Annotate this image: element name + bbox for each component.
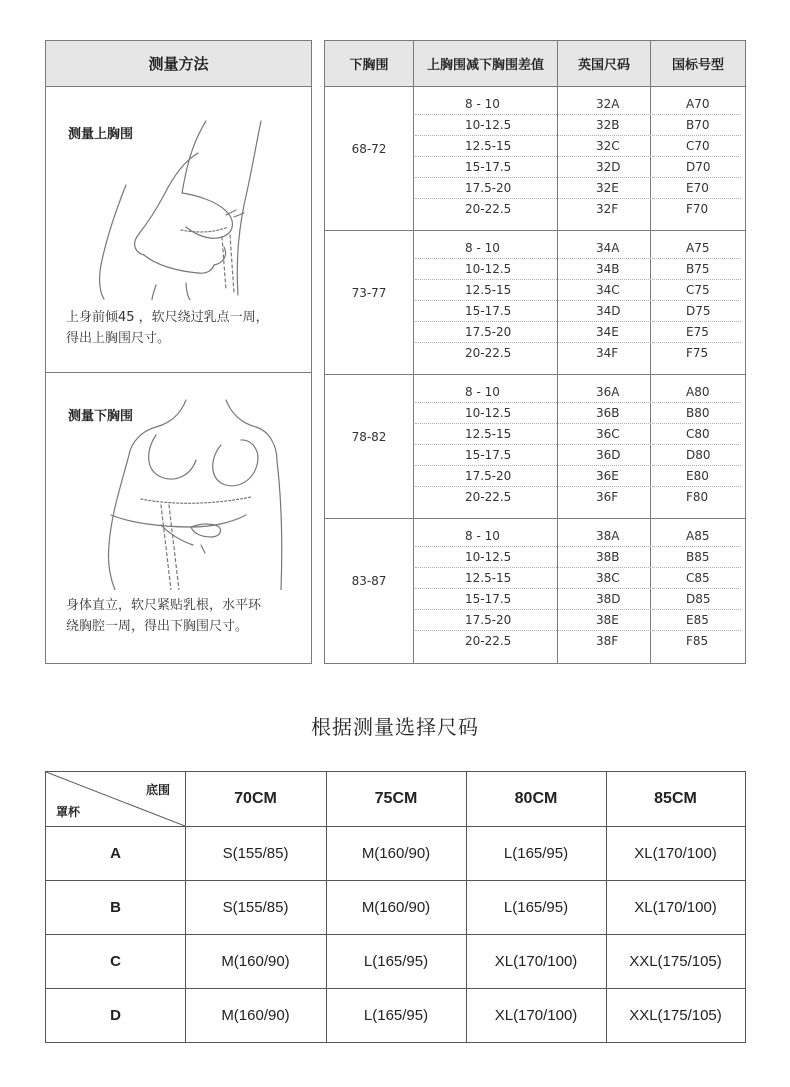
cn-size-value: C75 [686, 283, 710, 297]
cn-size-value: B75 [686, 262, 710, 276]
uk-size-value: 34A [596, 241, 620, 255]
cn-size-value: F80 [686, 490, 709, 504]
cn-size-value: C80 [686, 427, 710, 441]
under-bust-title: 测量下胸围 [68, 409, 134, 424]
difference-value: 8 - 10 [465, 241, 500, 255]
difference-value: 12.5-15 [465, 427, 512, 441]
size-cell: XL(170/100) [494, 1006, 578, 1024]
size-row [413, 136, 745, 157]
size-row [413, 466, 745, 487]
size-row [413, 115, 745, 136]
header-underbust: 下胸围 [325, 41, 413, 87]
cn-size-value: A75 [686, 241, 710, 255]
difference-value: 20-22.5 [465, 634, 512, 648]
cn-size-value: E75 [686, 325, 709, 339]
cn-size-value: D75 [686, 304, 711, 318]
underbust-range: 78-82 [351, 430, 387, 444]
cn-size-value: D85 [686, 592, 711, 606]
cn-size-value: E70 [686, 181, 709, 195]
size-cell: M(160/90) [361, 844, 431, 862]
uk-size-value: 38F [596, 634, 619, 648]
size-cell: L(165/95) [503, 844, 569, 862]
header-uk-size: 英国尺码 [558, 41, 650, 87]
difference-value: 8 - 10 [465, 529, 500, 543]
size-row [413, 301, 745, 322]
upper-bust-desc-line2: 得出上胸围尺寸。 [66, 331, 171, 346]
difference-value: 8 - 10 [465, 385, 500, 399]
uk-size-value: 34F [596, 346, 619, 360]
cn-size-value: E85 [686, 613, 709, 627]
uk-size-value: 32C [596, 139, 620, 153]
difference-value: 17.5-20 [465, 469, 512, 483]
difference-value: 20-22.5 [465, 490, 512, 504]
under-bust-illustration [101, 395, 291, 590]
upper-bust-title: 测量上胸围 [68, 127, 134, 142]
size-row [413, 178, 745, 199]
difference-value: 15-17.5 [465, 160, 512, 174]
size-row [413, 547, 745, 568]
uk-size-value: 36B [596, 406, 620, 420]
cn-size-value: C85 [686, 571, 710, 585]
under-bust-desc-line2: 绕胸腔一周，得出下胸围尺寸。 [66, 619, 249, 634]
uk-size-value: 36E [596, 469, 619, 483]
band-column-header: 75CM [374, 790, 418, 807]
uk-size-value: 34B [596, 262, 620, 276]
cn-size-value: F70 [686, 202, 709, 216]
size-cell: S(155/85) [222, 898, 289, 916]
difference-value: 15-17.5 [465, 304, 512, 318]
cn-size-value: F85 [686, 634, 709, 648]
header-difference: 上胸围减下胸围差值 [414, 41, 557, 87]
difference-value: 8 - 10 [465, 97, 500, 111]
uk-size-value: 38B [596, 550, 620, 564]
difference-value: 10-12.5 [465, 406, 512, 420]
size-cell: L(165/95) [363, 952, 429, 970]
cn-size-value: A70 [686, 97, 710, 111]
size-row [413, 568, 745, 589]
uk-size-value: 32A [596, 97, 620, 111]
difference-value: 20-22.5 [465, 346, 512, 360]
uk-size-value: 32B [596, 118, 620, 132]
size-row [413, 526, 745, 547]
cn-size-value: A85 [686, 529, 710, 543]
uk-size-value: 32F [596, 202, 619, 216]
cn-size-value: B85 [686, 550, 710, 564]
size-row [413, 322, 745, 343]
corner-band-label: 底围 [146, 783, 171, 797]
section-heading: 根据测量选择尺码 [311, 715, 479, 739]
cn-size-value: E80 [686, 469, 709, 483]
size-cell: M(160/90) [221, 1006, 290, 1024]
size-cell: XL(170/100) [494, 952, 578, 970]
difference-value: 10-12.5 [465, 262, 512, 276]
uk-size-value: 34D [596, 304, 621, 318]
cn-size-value: F75 [686, 346, 709, 360]
cup-row-header: C [110, 952, 121, 970]
difference-value: 12.5-15 [465, 571, 512, 585]
uk-size-value: 32D [596, 160, 621, 174]
size-group [325, 519, 745, 663]
difference-value: 17.5-20 [465, 325, 512, 339]
upper-bust-desc-line1: 上身前倾45 ，软尺绕过乳点一周， [66, 310, 269, 325]
corner-cup-label: 罩杯 [56, 805, 81, 819]
size-cell: L(165/95) [503, 898, 569, 916]
size-cell: XXL(175/105) [629, 1006, 722, 1024]
underbust-range: 83-87 [351, 574, 387, 588]
method-title: 测量方法 [46, 41, 311, 87]
difference-value: 15-17.5 [465, 448, 512, 462]
under-bust-desc-line1: 身体直立，软尺紧贴乳根，水平环 [66, 598, 262, 613]
size-row [413, 631, 745, 652]
difference-value: 12.5-15 [465, 139, 512, 153]
size-row [413, 610, 745, 631]
uk-size-value: 38C [596, 571, 620, 585]
band-column-header: 70CM [234, 790, 277, 807]
size-cell: M(160/90) [361, 898, 431, 916]
size-selection-table [45, 771, 746, 1043]
uk-size-value: 36F [596, 490, 619, 504]
size-row [413, 259, 745, 280]
uk-size-value: 36A [596, 385, 620, 399]
size-row [413, 589, 745, 610]
uk-size-value: 38D [596, 592, 621, 606]
difference-value: 10-12.5 [465, 550, 512, 564]
upper-bust-description [66, 307, 306, 349]
cn-size-value: C70 [686, 139, 710, 153]
size-row [413, 199, 745, 220]
uk-size-value: 38A [596, 529, 620, 543]
uk-size-value: 32E [596, 181, 619, 195]
size-row [413, 487, 745, 508]
size-row [413, 280, 745, 301]
size-cell: XL(170/100) [634, 844, 717, 862]
size-cell: S(155/85) [222, 844, 289, 862]
size-row [413, 424, 745, 445]
band-column-header: 80CM [514, 790, 558, 807]
size-row [413, 403, 745, 424]
size-row [413, 343, 745, 364]
difference-value: 15-17.5 [465, 592, 512, 606]
size-row [413, 94, 745, 115]
difference-value: 17.5-20 [465, 181, 512, 195]
uk-size-value: 38E [596, 613, 619, 627]
cn-size-value: B80 [686, 406, 710, 420]
cup-row-header: B [110, 898, 121, 916]
difference-value: 17.5-20 [465, 613, 512, 627]
size-group [325, 87, 745, 231]
size-group [325, 375, 745, 519]
upper-bust-section [46, 87, 311, 373]
upper-bust-illustration [86, 115, 286, 300]
uk-size-value: 36C [596, 427, 620, 441]
header-cn-size: 国标号型 [651, 41, 745, 87]
size-row [413, 382, 745, 403]
cn-size-value: A80 [686, 385, 710, 399]
underbust-range: 73-77 [351, 286, 387, 300]
under-bust-section [46, 373, 311, 663]
difference-value: 10-12.5 [465, 118, 512, 132]
cup-row-header: A [110, 844, 121, 862]
difference-value: 20-22.5 [465, 202, 512, 216]
uk-size-value: 34C [596, 283, 620, 297]
size-row [413, 238, 745, 259]
under-bust-description [66, 595, 306, 637]
uk-size-value: 34E [596, 325, 619, 339]
size-group [325, 231, 745, 375]
uk-size-value: 36D [596, 448, 621, 462]
size-cell: XXL(175/105) [629, 952, 722, 970]
size-cell: L(165/95) [363, 1006, 429, 1024]
size-table [324, 40, 746, 664]
difference-value: 12.5-15 [465, 283, 512, 297]
cn-size-value: D80 [686, 448, 711, 462]
size-row [413, 445, 745, 466]
size-cell: M(160/90) [221, 952, 290, 970]
size-row [413, 157, 745, 178]
cup-row-header: D [110, 1006, 121, 1024]
band-column-header: 85CM [654, 790, 697, 807]
cn-size-value: B70 [686, 118, 710, 132]
size-cell: XL(170/100) [634, 898, 717, 916]
measurement-method-panel [45, 40, 312, 664]
cn-size-value: D70 [686, 160, 711, 174]
underbust-range: 68-72 [351, 142, 387, 156]
